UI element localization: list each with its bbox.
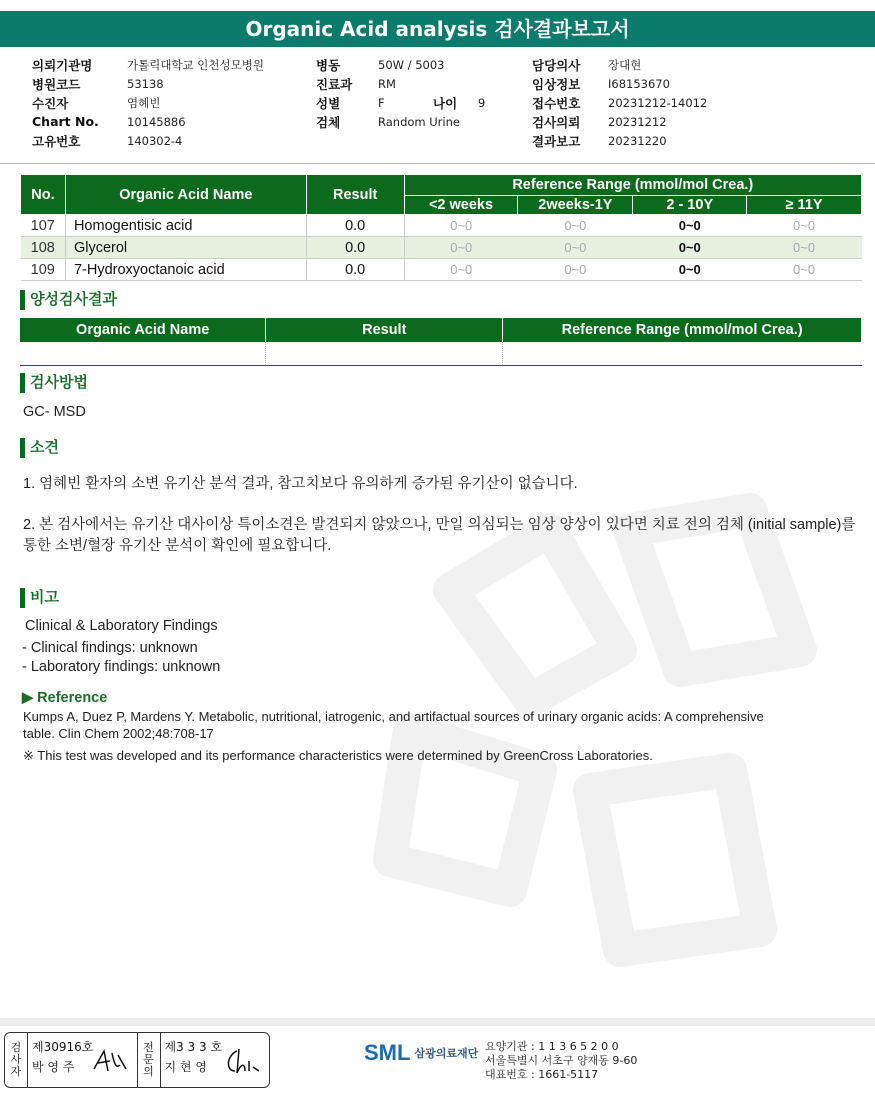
positive-header-reference: Reference Range (mmol/mol Crea.) — [503, 318, 862, 342]
row-range: 0~0 — [633, 237, 747, 259]
table-row — [21, 237, 862, 259]
row-range: 0~0 — [404, 259, 518, 281]
value-chart-no: 10145886 — [127, 114, 186, 129]
header-range-ge11y: ≥ 11Y — [747, 196, 862, 215]
divider — [0, 163, 875, 164]
value-institution: 가톨릭대학교 인천성모병원 — [127, 57, 264, 72]
label-institution: 의뢰기관명 — [32, 57, 93, 73]
value-hospital-code: 53138 — [127, 76, 164, 91]
header-result: Result — [306, 175, 404, 215]
row-no: 107 — [21, 215, 66, 237]
row-result: 0.0 — [306, 237, 404, 259]
value-sex: F — [378, 95, 385, 110]
header-acid-name: Organic Acid Name — [65, 175, 306, 215]
row-no: 108 — [21, 237, 66, 259]
method-title: 검사방법 — [20, 373, 88, 393]
label-specimen: 검체 — [316, 114, 341, 130]
label-doctor: 담당의사 — [532, 57, 581, 73]
row-range: 0~0 — [518, 259, 633, 281]
address: 서울특별시 서초구 양재동 9-60 — [485, 1054, 638, 1067]
remarks-title: 비고 — [20, 588, 59, 608]
empty-cell — [503, 342, 862, 366]
report-title: Organic Acid analysis 검사결과보고서 — [0, 11, 875, 47]
value-patient: 염혜빈 — [127, 95, 161, 110]
results-table — [20, 174, 862, 281]
info-col-1 — [32, 55, 264, 150]
positive-header-name: Organic Acid Name — [20, 318, 266, 342]
header-range-2w-1y: 2weeks-1Y — [518, 196, 633, 215]
value-clinical-info: I68153670 — [608, 76, 670, 91]
examiner-license-no: 제30916호 — [32, 1040, 94, 1054]
reference-text-2: table. Clin Chem 2002;48:708-17 — [23, 726, 214, 741]
value-specimen: Random Urine — [378, 114, 460, 129]
row-no: 109 — [21, 259, 66, 281]
row-range: 0~0 — [747, 237, 862, 259]
positive-header-result: Result — [266, 318, 503, 342]
value-age: 9 — [478, 95, 486, 110]
footer-separator — [0, 1018, 875, 1026]
disclaimer-note: ※ This test was developed and its performance characteristics were determined by GreenCross Laboratories. — [23, 748, 653, 763]
empty-cell — [20, 342, 266, 366]
logo-text: SML — [364, 1040, 411, 1065]
sml-logo — [364, 1040, 478, 1066]
positive-results-table — [20, 318, 862, 366]
label-receipt-no: 접수번호 — [532, 95, 581, 111]
info-col-2 — [316, 55, 485, 131]
method-text: GC- MSD — [23, 404, 86, 420]
row-range: 0~0 — [633, 259, 747, 281]
value-doctor: 장대현 — [608, 57, 642, 72]
label-unique-no: 고유번호 — [32, 133, 81, 149]
specialist-cell — [161, 1033, 270, 1087]
contact-info — [485, 1040, 637, 1082]
value-report-date: 20231220 — [608, 133, 667, 148]
table-row — [21, 259, 862, 281]
row-range: 0~0 — [404, 215, 518, 237]
table-row — [20, 342, 862, 366]
signature-box — [4, 1032, 270, 1088]
info-col-3 — [532, 55, 707, 150]
remarks-line-3: - Laboratory findings: unknown — [22, 659, 221, 675]
header-reference-range: Reference Range (mmol/mol Crea.) — [404, 175, 861, 196]
opinion-title: 소견 — [20, 438, 59, 458]
row-result: 0.0 — [306, 215, 404, 237]
reference-text-1: Kumps A, Duez P, Mardens Y. Metabolic, nutritional, iatrogenic, and artifactual sources of urinary organic acids: A comprehensive — [23, 709, 764, 724]
facility-code: 요양기관 : 1 1 3 6 5 2 0 0 — [485, 1040, 619, 1053]
examiner-cell — [28, 1033, 138, 1087]
examiner-name: 박 영 주 — [32, 1060, 75, 1074]
empty-cell — [266, 342, 503, 366]
row-acid-name: Homogentisic acid — [65, 215, 306, 237]
value-request-date: 20231212 — [608, 114, 667, 129]
row-range: 0~0 — [518, 237, 633, 259]
specialist-signature — [223, 1045, 263, 1077]
positive-results-title: 양성검사결과 — [20, 290, 117, 310]
row-range: 0~0 — [747, 215, 862, 237]
label-report-date: 결과보고 — [532, 133, 581, 149]
header-range-lt2w: <2 weeks — [404, 196, 518, 215]
header-range-2-10y: 2 - 10Y — [633, 196, 747, 215]
specialist-name: 지 현 영 — [164, 1060, 207, 1074]
label-hospital-code: 병원코드 — [32, 76, 81, 92]
opinion-paragraph-2-cont: 통한 소변/혈장 유기산 분석이 확인에 필요합니다. — [23, 538, 332, 554]
specialist-license-no: 제3 3 3 호 — [164, 1040, 223, 1054]
phone-number: 대표번호 : 1661-5117 — [485, 1068, 599, 1081]
row-range: 0~0 — [633, 215, 747, 237]
label-sex: 성별 — [316, 95, 341, 111]
row-range: 0~0 — [518, 215, 633, 237]
label-request-date: 검사의뢰 — [532, 114, 581, 130]
value-ward: 50W / 5003 — [378, 57, 445, 72]
header-no: No. — [21, 175, 66, 215]
opinion-paragraph-2: 2. 본 검사에서는 유기산 대사이상 특이소견은 발견되지 않았으나, 만일 의심되는 임상 양상이 있다면 치료 전의 검체 (initial sample)를 — [23, 517, 856, 533]
examiner-vertical-label: 검 사 자 — [5, 1033, 28, 1087]
row-range: 0~0 — [404, 237, 518, 259]
examiner-signature — [90, 1047, 130, 1077]
row-acid-name: Glycerol — [65, 237, 306, 259]
table-row — [21, 215, 862, 237]
row-result: 0.0 — [306, 259, 404, 281]
specialist-vertical-label: 전 문 의 — [138, 1033, 161, 1087]
row-range: 0~0 — [747, 259, 862, 281]
row-acid-name: 7-Hydroxyoctanoic acid — [65, 259, 306, 281]
value-department: RM — [378, 76, 396, 91]
label-age: 나이 — [433, 95, 458, 111]
label-patient: 수진자 — [32, 95, 69, 111]
organization-name: 삼광의료재단 — [414, 1047, 479, 1060]
label-ward: 병동 — [316, 57, 341, 73]
value-receipt-no: 20231212-14012 — [608, 95, 708, 110]
remarks-line-1: Clinical & Laboratory Findings — [25, 618, 218, 634]
label-chart-no: Chart No. — [32, 114, 99, 129]
remarks-line-2: - Clinical findings: unknown — [22, 640, 198, 656]
label-department: 진료과 — [316, 76, 353, 92]
reference-title: ▶ Reference — [22, 690, 108, 706]
label-clinical-info: 임상정보 — [532, 76, 581, 92]
value-unique-no: 140302-4 — [127, 133, 183, 148]
opinion-paragraph-1: 1. 염혜빈 환자의 소변 유기산 분석 결과, 참고치보다 유의하게 증가된 유기산이 없습니다. — [23, 476, 578, 492]
